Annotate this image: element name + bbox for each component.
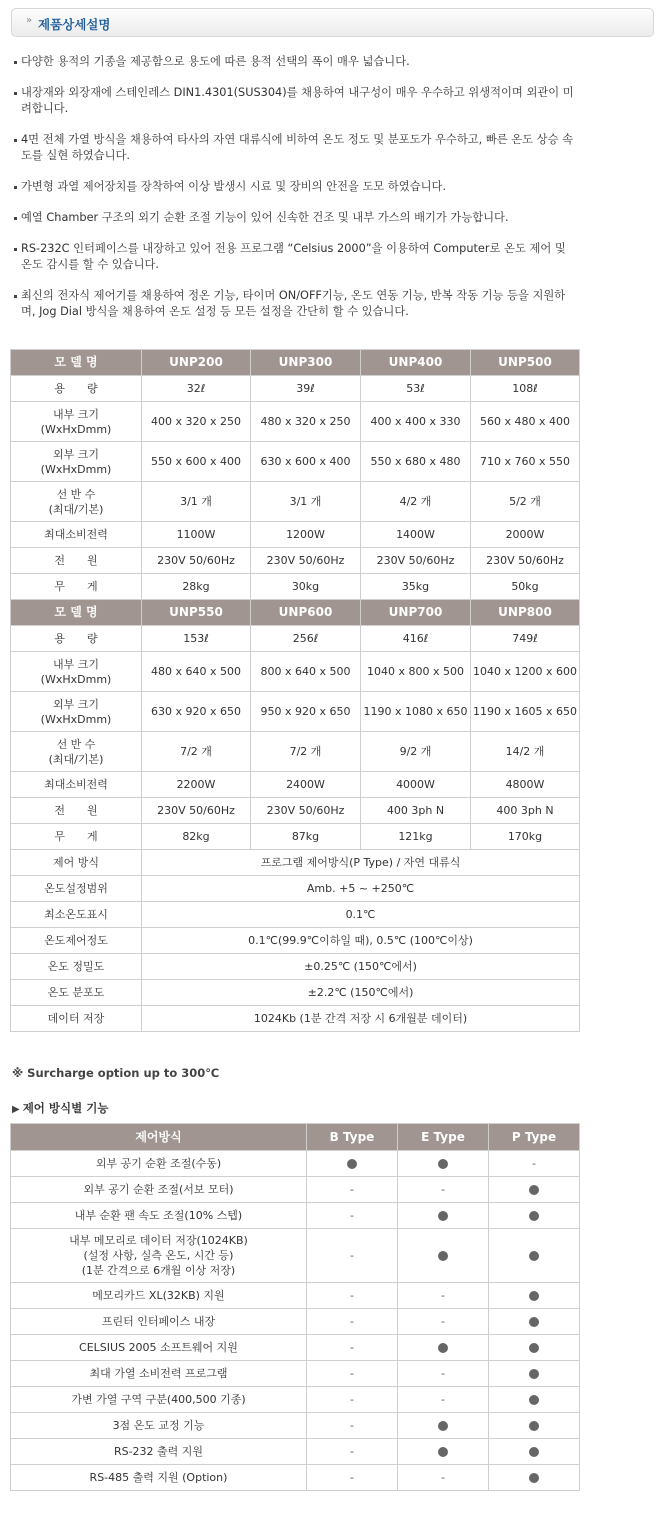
features-header-cell: P Type — [489, 1124, 580, 1151]
supported-dot-icon — [529, 1343, 539, 1353]
spec-label: 온도설정범위 — [11, 876, 142, 902]
spec-common-value: Amb. +5 ~ +250℃ — [142, 876, 580, 902]
feature-support-cell — [307, 1229, 398, 1283]
spec-label — [11, 772, 142, 798]
feature-label — [11, 1229, 307, 1283]
spec-common-row — [11, 980, 580, 1006]
feature-label-line: 외부 공기 순환 조절(서보 모터) — [83, 1183, 234, 1196]
spec-value: 108ℓ — [471, 376, 580, 402]
spec-label — [11, 652, 142, 692]
spec-value: 87kg — [251, 824, 361, 850]
model-name-header: 모 델 명 — [11, 350, 142, 376]
spec-label-line: (WxHxDmm) — [40, 422, 112, 436]
spec-common-value: 0.1℃(99.9℃이하일 때), 0.5℃ (100℃이상) — [142, 928, 580, 954]
feature-row — [11, 1439, 580, 1465]
supported-dot-icon — [438, 1159, 448, 1169]
feature-support-cell — [489, 1177, 580, 1203]
model-name-header: 모 델 명 — [11, 600, 142, 626]
spec-label: 최소온도표시 — [11, 902, 142, 928]
supported-dot-icon — [529, 1211, 539, 1221]
feature-label-line: 외부 공기 순환 조절(수동) — [95, 1157, 222, 1170]
feature-label-line: 메모리카드 XL(32KB) 지원 — [92, 1289, 225, 1302]
spec-value: 3/1 개 — [251, 482, 361, 522]
spec-label-line: 내부 크기 — [52, 407, 99, 421]
feature-support-cell — [398, 1283, 489, 1309]
bullet-item: RS-232C 인터페이스를 내장하고 있어 전용 프로그램 “Celsius 2000”을 이용하여 Computer로 온도 제어 및 온도 감시를 할 수 있습니다. — [14, 241, 574, 273]
supported-dot-icon — [529, 1421, 539, 1431]
not-supported-mark: - — [350, 1419, 354, 1432]
spec-value: 39ℓ — [251, 376, 361, 402]
spec-value: 630 x 600 x 400 — [251, 442, 361, 482]
spec-label-line: 선 반 수 — [56, 737, 96, 751]
not-supported-mark: - — [350, 1183, 354, 1196]
spec-value: 400 x 320 x 250 — [142, 402, 251, 442]
feature-label — [11, 1203, 307, 1229]
supported-dot-icon — [438, 1211, 448, 1221]
spec-value: 153ℓ — [142, 626, 251, 652]
spec-value: 5/2 개 — [471, 482, 580, 522]
feature-support-cell — [398, 1335, 489, 1361]
feature-support-cell — [398, 1439, 489, 1465]
spec-value: 3/1 개 — [142, 482, 251, 522]
spec-label: 온도 정밀도 — [11, 954, 142, 980]
spec-value: 416ℓ — [361, 626, 471, 652]
spec-label-line: 내부 크기 — [52, 657, 99, 671]
not-supported-mark: - — [441, 1315, 445, 1328]
feature-label — [11, 1413, 307, 1439]
features-subtitle-text: 제어 방식별 기능 — [22, 1101, 109, 1115]
feature-support-cell — [489, 1387, 580, 1413]
model-header: UNP550 — [142, 600, 251, 626]
feature-support-cell — [307, 1151, 398, 1177]
spec-row — [11, 482, 580, 522]
feature-support-cell — [398, 1203, 489, 1229]
spec-label-line: 무 게 — [54, 830, 98, 843]
spec-row — [11, 692, 580, 732]
feature-label — [11, 1361, 307, 1387]
spec-label-line: (최대/기본) — [48, 502, 104, 516]
spec-value: 400 x 400 x 330 — [361, 402, 471, 442]
spec-label: 온도 분포도 — [11, 980, 142, 1006]
spec-row — [11, 626, 580, 652]
supported-dot-icon — [529, 1251, 539, 1261]
not-supported-mark: - — [350, 1367, 354, 1380]
spec-value: 480 x 320 x 250 — [251, 402, 361, 442]
feature-bullet-list — [14, 54, 574, 335]
not-supported-mark: - — [350, 1289, 354, 1302]
feature-label-line: 가변 가열 구역 구분(400,500 기종) — [71, 1393, 246, 1406]
supported-dot-icon — [347, 1159, 357, 1169]
spec-row — [11, 772, 580, 798]
not-supported-mark: - — [441, 1471, 445, 1484]
feature-row — [11, 1151, 580, 1177]
spec-value: 710 x 760 x 550 — [471, 442, 580, 482]
feature-label — [11, 1309, 307, 1335]
spec-value: 550 x 680 x 480 — [361, 442, 471, 482]
spec-row — [11, 402, 580, 442]
spec-value: 9/2 개 — [361, 732, 471, 772]
spec-label — [11, 824, 142, 850]
spec-row — [11, 442, 580, 482]
feature-row — [11, 1177, 580, 1203]
spec-label-line: 용 량 — [54, 382, 98, 395]
feature-label — [11, 1151, 307, 1177]
feature-support-cell — [398, 1361, 489, 1387]
not-supported-mark: - — [350, 1445, 354, 1458]
feature-label-line: (설정 사항, 실측 온도, 시간 등) — [83, 1249, 234, 1262]
spec-value: 749ℓ — [471, 626, 580, 652]
feature-support-cell — [398, 1177, 489, 1203]
feature-label-line: RS-232 출력 지원 — [113, 1445, 204, 1458]
spec-value: 1190 x 1605 x 650 — [471, 692, 580, 732]
feature-support-cell — [489, 1309, 580, 1335]
spec-value: 28kg — [142, 574, 251, 600]
supported-dot-icon — [438, 1421, 448, 1431]
feature-label-line: 내부 메모리로 데이터 저장(1024KB) — [69, 1234, 248, 1247]
spec-value: 7/2 개 — [251, 732, 361, 772]
bullet-item: 내장재와 외장재에 스테인레스 DIN1.4301(SUS304)를 채용하여 내구성이 매우 우수하고 위생적이며 외관이 미려합니다. — [14, 85, 574, 117]
feature-support-cell — [398, 1465, 489, 1491]
spec-label — [11, 376, 142, 402]
supported-dot-icon — [529, 1473, 539, 1483]
spec-common-value: ±0.25℃ (150℃에서) — [142, 954, 580, 980]
feature-support-cell — [489, 1283, 580, 1309]
bullet-item: 4면 전체 가열 방식을 채용하여 타사의 자연 대류식에 비하여 온도 정도 및 분포도가 우수하고, 빠른 온도 상승 속도를 실현 하였습니다. — [14, 132, 574, 164]
feature-label-line: 프린터 인터페이스 내장 — [101, 1315, 216, 1328]
spec-common-value: 프로그램 제어방식(P Type) / 자연 대류식 — [142, 850, 580, 876]
supported-dot-icon — [529, 1369, 539, 1379]
spec-value: 1100W — [142, 522, 251, 548]
spec-value: 950 x 920 x 650 — [251, 692, 361, 732]
model-header: UNP300 — [251, 350, 361, 376]
supported-dot-icon — [438, 1343, 448, 1353]
spec-label-line: (WxHxDmm) — [40, 712, 112, 726]
feature-support-cell — [398, 1309, 489, 1335]
feature-label — [11, 1387, 307, 1413]
feature-support-cell — [398, 1229, 489, 1283]
feature-label — [11, 1439, 307, 1465]
spec-table — [10, 349, 580, 1032]
spec-common-row — [11, 928, 580, 954]
bullet-item: 가변형 과열 제어장치를 장착하여 이상 발생시 시료 및 장비의 안전을 도모 하였습니다. — [14, 179, 574, 195]
spec-value: 2000W — [471, 522, 580, 548]
spec-label-line: 최대소비전력 — [44, 528, 108, 541]
feature-label-line: (1분 간격으로 6개월 이상 저장) — [81, 1264, 236, 1277]
spec-value: 4000W — [361, 772, 471, 798]
spec-value: 480 x 640 x 500 — [142, 652, 251, 692]
spec-value: 230V 50/60Hz — [471, 548, 580, 574]
feature-support-cell — [398, 1151, 489, 1177]
spec-row — [11, 522, 580, 548]
bullet-item: 예열 Chamber 구조의 외기 순환 조절 기능이 있어 신속한 건조 및 내부 가스의 배기가 가능합니다. — [14, 210, 574, 226]
spec-value: 400 3ph N — [471, 798, 580, 824]
feature-support-cell — [398, 1413, 489, 1439]
spec-label-line: (WxHxDmm) — [40, 462, 112, 476]
spec-row — [11, 376, 580, 402]
spec-value: 256ℓ — [251, 626, 361, 652]
spec-label-line: 전 원 — [54, 804, 98, 817]
features-header-cell: B Type — [307, 1124, 398, 1151]
spec-common-value: 0.1℃ — [142, 902, 580, 928]
features-header-cell: 제어방식 — [11, 1124, 307, 1151]
spec-label — [11, 482, 142, 522]
supported-dot-icon — [529, 1185, 539, 1195]
spec-common-value: 1024Kb (1분 간격 저장 시 6개월분 데이터) — [142, 1006, 580, 1032]
spec-value: 1200W — [251, 522, 361, 548]
feature-label — [11, 1283, 307, 1309]
feature-support-cell — [489, 1361, 580, 1387]
feature-support-cell — [307, 1309, 398, 1335]
spec-value: 2200W — [142, 772, 251, 798]
spec-row — [11, 652, 580, 692]
model-header: UNP400 — [361, 350, 471, 376]
not-supported-mark: - — [532, 1157, 536, 1170]
feature-row — [11, 1335, 580, 1361]
spec-header-row — [11, 600, 580, 626]
feature-support-cell — [489, 1439, 580, 1465]
supported-dot-icon — [438, 1251, 448, 1261]
spec-value: 121kg — [361, 824, 471, 850]
spec-label-line: 선 반 수 — [56, 487, 96, 501]
model-header: UNP800 — [471, 600, 580, 626]
supported-dot-icon — [529, 1447, 539, 1457]
feature-support-cell — [307, 1387, 398, 1413]
spec-common-row — [11, 902, 580, 928]
spec-value: 560 x 480 x 400 — [471, 402, 580, 442]
not-supported-mark: - — [350, 1471, 354, 1484]
spec-common-row — [11, 850, 580, 876]
spec-label — [11, 692, 142, 732]
spec-value: 1040 x 800 x 500 — [361, 652, 471, 692]
features-table — [10, 1123, 580, 1491]
feature-row — [11, 1203, 580, 1229]
features-header-row — [11, 1124, 580, 1151]
spec-common-value: ±2.2℃ (150℃에서) — [142, 980, 580, 1006]
spec-label — [11, 548, 142, 574]
section-header — [11, 8, 654, 37]
spec-label-line: (최대/기본) — [48, 752, 104, 766]
triangle-right-icon: ▶ — [12, 1104, 20, 1115]
feature-support-cell — [489, 1335, 580, 1361]
spec-row — [11, 732, 580, 772]
spec-value: 82kg — [142, 824, 251, 850]
chevron-right-icon: » — [26, 15, 33, 26]
feature-label-line: 3점 온도 교정 기능 — [112, 1419, 205, 1432]
feature-support-cell — [307, 1283, 398, 1309]
feature-support-cell — [489, 1413, 580, 1439]
not-supported-mark: - — [350, 1315, 354, 1328]
feature-label-line: CELSIUS 2005 소프트웨어 지원 — [79, 1341, 238, 1354]
spec-value: 14/2 개 — [471, 732, 580, 772]
features-subtitle — [12, 1100, 108, 1116]
feature-support-cell — [398, 1387, 489, 1413]
spec-value: 550 x 600 x 400 — [142, 442, 251, 482]
feature-row — [11, 1413, 580, 1439]
spec-value: 630 x 920 x 650 — [142, 692, 251, 732]
spec-value: 7/2 개 — [142, 732, 251, 772]
bullet-item: 최신의 전자식 제어기를 채용하여 정온 기능, 타이머 ON/OFF기능, 온도 연동 기능, 반복 작동 기능 등을 지원하며, Jog Dial 방식을 채용하여 온도 설정 등 모든 설정을 간단히 할 수 있습니다. — [14, 288, 574, 320]
not-supported-mark: - — [350, 1393, 354, 1406]
not-supported-mark: - — [350, 1341, 354, 1354]
spec-label-line: 외부 크기 — [52, 447, 99, 461]
feature-row — [11, 1283, 580, 1309]
feature-row — [11, 1229, 580, 1283]
spec-value: 32ℓ — [142, 376, 251, 402]
not-supported-mark: - — [350, 1209, 354, 1222]
spec-value: 800 x 640 x 500 — [251, 652, 361, 692]
spec-value: 4/2 개 — [361, 482, 471, 522]
spec-label-line: 최대소비전력 — [44, 778, 108, 791]
not-supported-mark: - — [441, 1367, 445, 1380]
spec-label-line: 전 원 — [54, 554, 98, 567]
feature-row — [11, 1309, 580, 1335]
spec-common-row — [11, 954, 580, 980]
feature-label — [11, 1335, 307, 1361]
spec-value: 30kg — [251, 574, 361, 600]
spec-row — [11, 824, 580, 850]
spec-label — [11, 574, 142, 600]
bullet-item: 다양한 용적의 기종을 제공함으로 용도에 따른 용적 선택의 폭이 매우 넓습니다. — [14, 54, 574, 70]
spec-value: 170kg — [471, 824, 580, 850]
not-supported-mark: - — [441, 1183, 445, 1196]
features-header-cell: E Type — [398, 1124, 489, 1151]
model-header: UNP700 — [361, 600, 471, 626]
feature-row — [11, 1387, 580, 1413]
feature-label-line: 최대 가열 소비전력 프로그램 — [89, 1367, 228, 1380]
feature-support-cell — [489, 1203, 580, 1229]
not-supported-mark: - — [441, 1393, 445, 1406]
feature-support-cell — [307, 1439, 398, 1465]
supported-dot-icon — [438, 1447, 448, 1457]
spec-label-line: 용 량 — [54, 632, 98, 645]
spec-label: 온도제어정도 — [11, 928, 142, 954]
feature-support-cell — [489, 1151, 580, 1177]
not-supported-mark: - — [441, 1289, 445, 1302]
spec-value: 1400W — [361, 522, 471, 548]
feature-support-cell — [307, 1465, 398, 1491]
feature-row — [11, 1361, 580, 1387]
spec-value: 230V 50/60Hz — [251, 548, 361, 574]
spec-label-line: 무 게 — [54, 580, 98, 593]
spec-label: 제어 방식 — [11, 850, 142, 876]
spec-value: 230V 50/60Hz — [142, 548, 251, 574]
model-header: UNP600 — [251, 600, 361, 626]
spec-value: 2400W — [251, 772, 361, 798]
supported-dot-icon — [529, 1317, 539, 1327]
spec-label — [11, 442, 142, 482]
spec-label — [11, 732, 142, 772]
supported-dot-icon — [529, 1395, 539, 1405]
feature-support-cell — [489, 1465, 580, 1491]
supported-dot-icon — [529, 1291, 539, 1301]
spec-value: 50kg — [471, 574, 580, 600]
spec-label — [11, 522, 142, 548]
feature-label — [11, 1465, 307, 1491]
feature-row — [11, 1465, 580, 1491]
feature-support-cell — [489, 1229, 580, 1283]
feature-label — [11, 1177, 307, 1203]
spec-label: 데이터 저장 — [11, 1006, 142, 1032]
feature-support-cell — [307, 1203, 398, 1229]
surcharge-note: ※ Surcharge option up to 300℃ — [12, 1066, 220, 1080]
spec-label-line: 외부 크기 — [52, 697, 99, 711]
model-header: UNP500 — [471, 350, 580, 376]
spec-value: 230V 50/60Hz — [251, 798, 361, 824]
spec-value: 400 3ph N — [361, 798, 471, 824]
feature-support-cell — [307, 1177, 398, 1203]
spec-common-row — [11, 876, 580, 902]
spec-value: 4800W — [471, 772, 580, 798]
spec-label — [11, 798, 142, 824]
spec-value: 230V 50/60Hz — [361, 548, 471, 574]
spec-value: 230V 50/60Hz — [142, 798, 251, 824]
section-title: 제품상세설명 — [38, 17, 111, 32]
spec-row — [11, 798, 580, 824]
feature-label-line: 내부 순환 팬 속도 조절(10% 스텝) — [74, 1209, 243, 1222]
feature-label-line: RS-485 출력 지원 (Option) — [89, 1471, 228, 1484]
not-supported-mark: - — [350, 1249, 354, 1262]
feature-support-cell — [307, 1335, 398, 1361]
feature-support-cell — [307, 1413, 398, 1439]
spec-value: 1190 x 1080 x 650 — [361, 692, 471, 732]
spec-value: 1040 x 1200 x 600 — [471, 652, 580, 692]
feature-support-cell — [307, 1361, 398, 1387]
model-header: UNP200 — [142, 350, 251, 376]
spec-label — [11, 626, 142, 652]
spec-value: 53ℓ — [361, 376, 471, 402]
spec-value: 35kg — [361, 574, 471, 600]
spec-header-row — [11, 350, 580, 376]
spec-row — [11, 574, 580, 600]
spec-common-row — [11, 1006, 580, 1032]
spec-label — [11, 402, 142, 442]
spec-label-line: (WxHxDmm) — [40, 672, 112, 686]
spec-row — [11, 548, 580, 574]
